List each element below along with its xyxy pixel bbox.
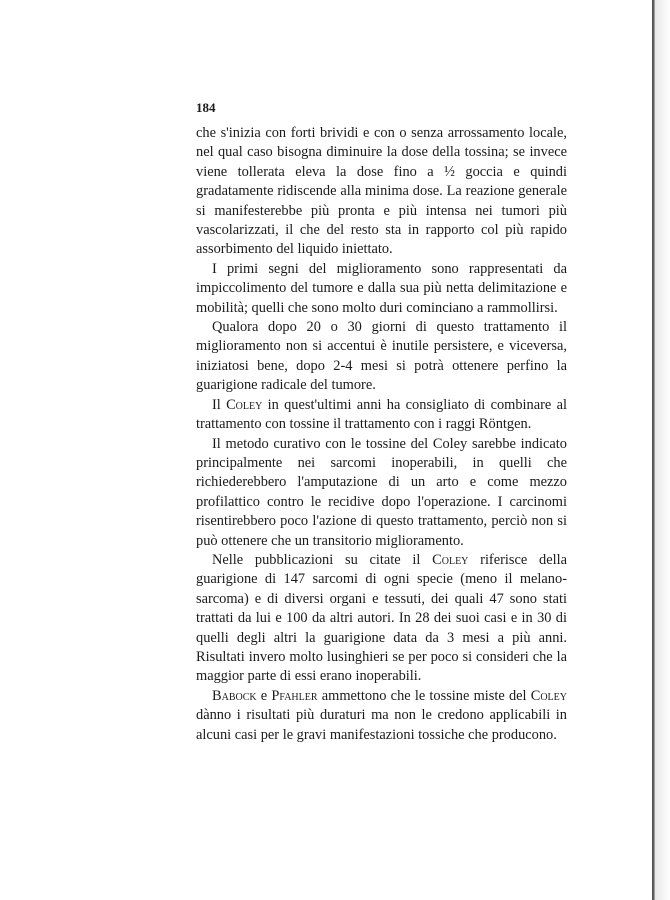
paragraph-4-text: in quest'ultimi anni ha consigliato di combinare al trattamento con tossine il trattamento con i raggi Röntgen. <box>196 396 567 433</box>
author-name-coley: Coley <box>432 551 469 568</box>
paragraph-5 <box>196 435 567 551</box>
paragraph-6-text: riferisce della guarigione di 147 sarcomi di ogni specie (meno il melano-sarcoma) e di diversi organi e tessuti, dei quali 47 sono stati trattati da lui e 100 da altri autori. In 28 dei suoi casi e in 30 di quelli degli altri la guarigione data da 3 mesi a più anni. Risultati invero molto lusinghieri se per poco si consideri che la maggior parte di essi erano inoperabili. <box>196 551 567 685</box>
paragraph-7-text: dànno i risultati più duraturi ma non le credono applicabili in alcuni casi per le gravi manifestazioni tossiche che producono. <box>196 707 567 743</box>
paragraph-4-pre: Il <box>212 396 227 413</box>
paragraph-7-mid: e <box>256 687 272 704</box>
page-edge-shadow <box>655 0 670 900</box>
paragraph-7 <box>196 687 567 745</box>
author-name-coley: Coley <box>530 687 567 704</box>
paragraph-3 <box>196 318 567 396</box>
paragraph-6 <box>196 551 567 687</box>
body-text <box>196 124 567 745</box>
paragraph-7-mid2: ammettono che le tossine miste del <box>317 687 531 704</box>
paragraph-2-text: I primi segni del miglioramento sono rappresentati da impiccolimento del tumore e dalla sua più netta delimitazione e mobilità; quelli che sono molto duri cominciano a rammollirsi. <box>196 260 567 316</box>
author-name-coley: Coley <box>226 396 263 413</box>
author-name-pfahler: Pfahler <box>271 687 318 704</box>
paragraph-1-text: che s'inizia con forti brividi e con o senza arrossamento locale, nel qual caso bisogna diminuire la dose della tossina; se invece viene tollerata eleva la dose fino a ½ goccia e quindi gradatamente ridiscende alla minima dose. La reazione generale si manifesterebbe più pronta e più intensa nei tumori più vascolarizzati, il che del resto sta in rapporto col più rapido assorbimento del liquido iniettato. <box>196 125 567 258</box>
author-name-babock: Babock <box>212 687 257 704</box>
page-number: 184 <box>196 100 216 115</box>
paragraph-4 <box>196 396 567 435</box>
paragraph-3-text: Qualora dopo 20 o 30 giorni di questo trattamento il miglioramento non si accentui è inutile persistere, e viceversa, iniziatosi bene, dopo 2-4 mesi si potrà ottenere perfino la guarigione radicale del tumore. <box>196 319 567 394</box>
paragraph-6-pre: Nelle pubblicazioni su citate il <box>212 551 433 568</box>
paragraph-2 <box>196 260 567 318</box>
paragraph-1 <box>196 124 567 260</box>
paragraph-5-text: Il metodo curativo con le tossine del Coley sarebbe indicato principalmente nei sarcomi inoperabili, in quelli che richiederebbero l'amputazione di un arto e come mezzo profilattico contro le recidive dopo l'operazione. I carcinomi risentirebbero poco l'azione di questo trattamento, perciò non si può ottenere che un transitorio miglioramento. <box>196 435 567 549</box>
page-edge <box>652 0 655 900</box>
